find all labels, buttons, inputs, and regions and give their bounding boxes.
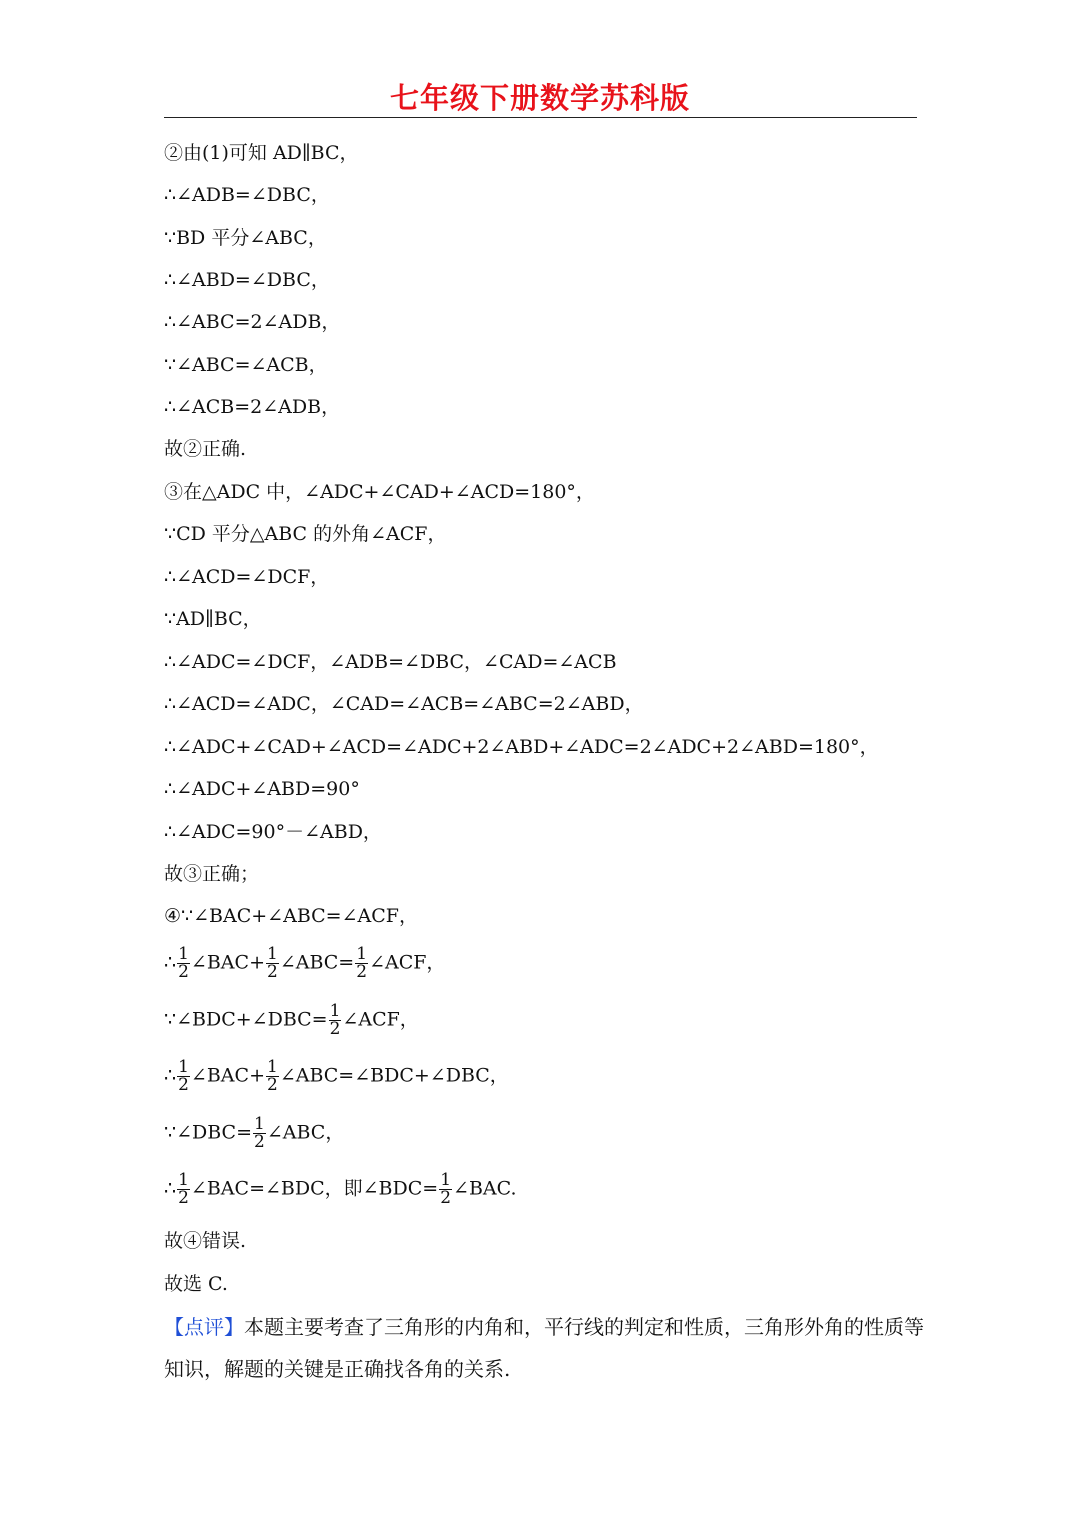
page-title: 七年级下册数学苏科版 — [389, 81, 690, 115]
line-text: ∠BAC=∠BDC，即∠BDC= — [190, 1177, 439, 1200]
solution-line: ∴∠ABC=2∠ADB， — [164, 311, 341, 333]
denominator: 2 — [440, 1188, 452, 1208]
solution-line: ∴∠ADC+∠ABD=90° — [164, 778, 360, 800]
line-prefix: ∵∠BDC+∠DBC= — [164, 1008, 328, 1031]
fraction — [266, 946, 279, 981]
numerator: 1 — [178, 1170, 189, 1190]
fraction — [177, 1059, 190, 1094]
solution-line: ∵∠ABC=∠ACB， — [164, 354, 328, 376]
solution-line: ∴∠ADC+∠CAD+∠ACD=∠ADC+2∠ABD+∠ADC=2∠ADC+2∠ABD=180°， — [164, 736, 879, 758]
solution-line: ∴∠ACB=2∠ADB， — [164, 396, 341, 418]
line-text: ∠BAC+ — [190, 951, 265, 974]
line-text: ∠BAC+ — [190, 1064, 265, 1087]
fraction — [177, 1172, 190, 1207]
fraction — [329, 1003, 342, 1038]
fraction-line — [164, 1172, 517, 1207]
comment-tag: 【点评】 — [164, 1315, 244, 1339]
denominator: 2 — [178, 1075, 189, 1095]
numerator: 1 — [178, 944, 189, 964]
solution-line: ∵CD 平分△ABC 的外角∠ACF， — [164, 523, 447, 545]
solution-line: ∴∠ABD=∠DBC， — [164, 269, 330, 291]
numerator: 1 — [329, 1001, 341, 1021]
line-prefix: ∴ — [164, 951, 177, 974]
numerator: 1 — [178, 1057, 189, 1077]
denominator: 2 — [266, 1075, 278, 1095]
denominator: 2 — [356, 962, 368, 982]
fraction — [439, 1172, 452, 1207]
solution-line: ②由(1)可知 AD∥BC， — [164, 142, 359, 164]
solution-line: ④∵∠BAC+∠ABC=∠ACF， — [164, 905, 418, 927]
line-prefix: ∵∠DBC= — [164, 1121, 253, 1144]
line-prefix: ∴ — [164, 1064, 177, 1087]
solution-line: ∴∠ADC=∠DCF，∠ADB=∠DBC，∠CAD=∠ACB — [164, 651, 617, 673]
solution-line: ∵AD∥BC， — [164, 608, 262, 630]
solution-line: 故②正确. — [164, 438, 247, 460]
header-divider — [164, 117, 917, 118]
fraction-line — [164, 1003, 419, 1038]
denominator: 2 — [254, 1132, 265, 1152]
comment-paragraph — [164, 1306, 924, 1390]
fraction-line — [164, 946, 445, 981]
solution-line: 故④错误. — [164, 1230, 247, 1252]
fraction-line — [164, 1059, 509, 1094]
comment-text: 本题主要考查了三角形的内角和，平行线的判定和性质，三角形外角的性质等知识，解题的关键是正确找各角的关系. — [164, 1315, 924, 1381]
line-text: ∠BAC. — [453, 1177, 517, 1200]
line-text: ∠ACF， — [342, 1008, 419, 1031]
solution-line: ∴∠ACD=∠ADC，∠CAD=∠ACB=∠ABC=2∠ABD， — [164, 693, 644, 715]
solution-line: ∵BD 平分∠ABC， — [164, 227, 327, 249]
numerator: 1 — [440, 1170, 452, 1190]
fraction — [266, 1059, 279, 1094]
numerator: 1 — [254, 1114, 265, 1134]
denominator: 2 — [178, 1188, 189, 1208]
solution-line: ∴∠ACD=∠DCF， — [164, 566, 330, 588]
line-text: ∠ABC， — [266, 1121, 345, 1144]
fraction — [355, 946, 368, 981]
denominator: 2 — [178, 962, 189, 982]
solution-line: 故③正确； — [164, 863, 260, 885]
solution-line: ③在△ADC 中，∠ADC+∠CAD+∠ACD=180°， — [164, 481, 595, 503]
line-text: ∠ABC= — [279, 951, 355, 974]
line-text: ∠ABC=∠BDC+∠DBC， — [279, 1064, 509, 1087]
numerator: 1 — [356, 944, 368, 964]
numerator: 1 — [266, 944, 278, 964]
fraction — [177, 946, 190, 981]
denominator: 2 — [266, 962, 278, 982]
solution-line: 故选 C. — [164, 1273, 228, 1295]
denominator: 2 — [329, 1019, 341, 1039]
line-text: ∠ACF， — [369, 951, 446, 974]
fraction — [253, 1116, 266, 1151]
line-prefix: ∴ — [164, 1177, 177, 1200]
fraction-line — [164, 1116, 344, 1151]
solution-line: ∴∠ADC=90°－∠ABD， — [164, 821, 382, 843]
numerator: 1 — [266, 1057, 278, 1077]
solution-line: ∴∠ADB=∠DBC， — [164, 184, 330, 206]
